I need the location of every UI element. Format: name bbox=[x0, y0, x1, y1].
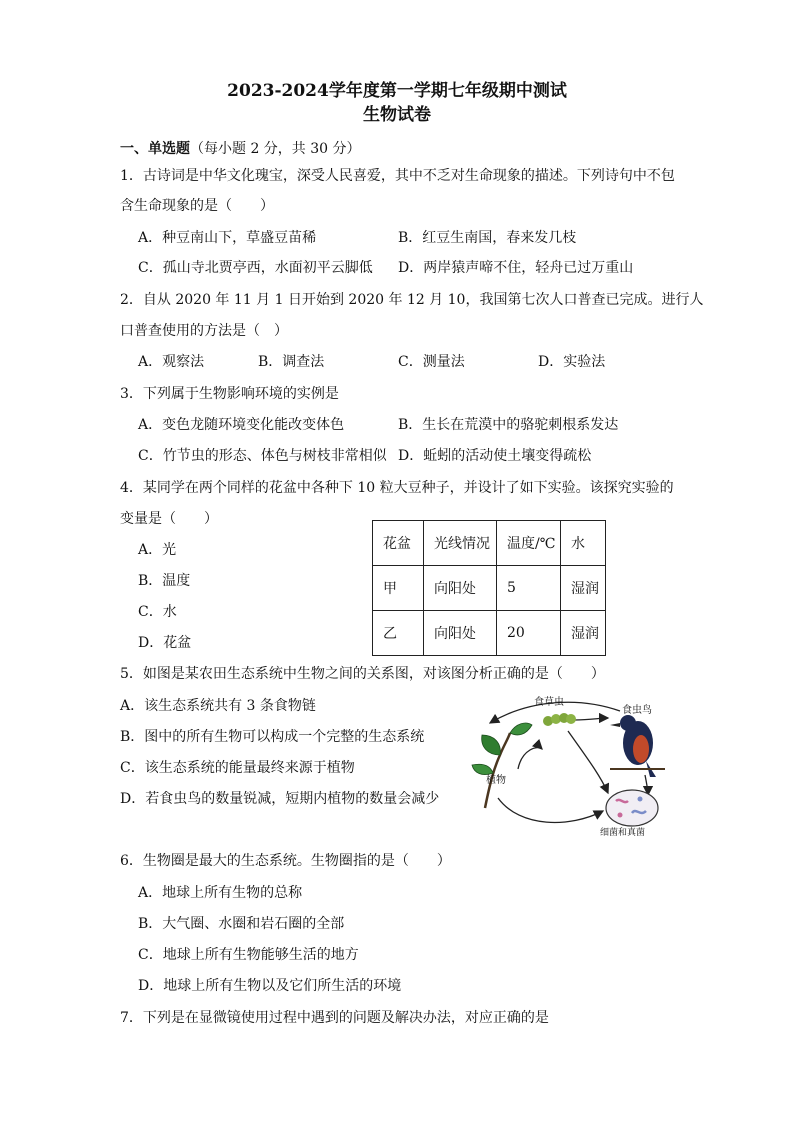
table-cell: 20 bbox=[497, 611, 561, 656]
table-header-cell: 花盆 bbox=[373, 521, 424, 566]
label-plant: 植物 bbox=[486, 775, 506, 786]
q6-option-c: C．地球上所有生物能够生活的地方 bbox=[138, 947, 359, 963]
q3-option-d: D．蚯蚓的活动使土壤变得疏松 bbox=[398, 448, 592, 464]
table-cell: 向阳处 bbox=[424, 611, 497, 656]
section-note: （每小题 2 分，共 30 分） bbox=[190, 141, 361, 157]
label-insect: 食草虫 bbox=[534, 697, 564, 708]
food-web-diagram bbox=[460, 693, 690, 838]
q4-option-a: A．光 bbox=[138, 542, 177, 558]
table-cell: 向阳处 bbox=[424, 566, 497, 611]
q2-option-c: C．测量法 bbox=[398, 354, 465, 370]
section-heading bbox=[120, 139, 361, 159]
arrow-plant-to-decomposer bbox=[498, 798, 603, 822]
q5-stem-line1: 5．如图是某农田生态系统中生物之间的关系图，对该图分析正确的是（ ） bbox=[120, 666, 605, 682]
experiment-table bbox=[372, 520, 606, 656]
q1-option-d: D．两岸猿声啼不住，轻舟已过万重山 bbox=[398, 260, 634, 276]
q4-stem-line1: 4．某同学在两个同样的花盆中各种下 10 粒大豆种子，并设计了如下实验。该探究实验的 bbox=[120, 480, 674, 496]
table-cell: 湿润 bbox=[561, 611, 606, 656]
caterpillar-illustration bbox=[543, 713, 576, 726]
q6-option-a: A．地球上所有生物的总称 bbox=[138, 885, 303, 901]
q7-stem-line1: 7．下列是在显微镜使用过程中遇到的问题及解决办法，对应正确的是 bbox=[120, 1010, 549, 1026]
table-cell: 湿润 bbox=[561, 566, 606, 611]
q2-option-b: B．调查法 bbox=[258, 354, 325, 370]
table-cell: 5 bbox=[497, 566, 561, 611]
q1-option-c: C．孤山寺北贾亭西，水面初平云脚低 bbox=[138, 260, 373, 276]
table-header-cell: 温度/℃ bbox=[497, 521, 561, 566]
label-bird: 食虫鸟 bbox=[622, 705, 652, 716]
table-row bbox=[373, 611, 606, 656]
arrow-insect-to-bird bbox=[575, 718, 608, 720]
label-decomposer: 细菌和真菌 bbox=[600, 828, 646, 838]
bird-illustration bbox=[610, 715, 665, 777]
q3-option-c: C．竹节虫的形态、体色与树枝非常相似 bbox=[138, 448, 387, 464]
plant-illustration bbox=[472, 723, 532, 808]
q1-option-b: B．红豆生南国，春来发几枝 bbox=[398, 230, 577, 246]
q2-option-a: A．观察法 bbox=[138, 354, 205, 370]
q2-stem-line1: 2．自从 2020 年 11 月 1 日开始到 2020 年 12 月 10，我国第七次人口普查已完成。进行人 bbox=[120, 292, 704, 308]
q3-option-b: B．生长在荒漠中的骆驼刺根系发达 bbox=[398, 417, 619, 433]
table-header-row bbox=[373, 521, 606, 566]
q3-stem-line1: 3．下列属于生物影响环境的实例是 bbox=[120, 386, 339, 402]
exam-subtitle: 生物试卷 bbox=[363, 105, 431, 125]
q1-option-a: A．种豆南山下，草盛豆苗稀 bbox=[138, 230, 317, 246]
q1-stem-line1: 1．古诗词是中华文化瑰宝，深受人民喜爱，其中不乏对生命现象的描述。下列诗句中不包 bbox=[120, 168, 675, 184]
q3-option-a: A．变色龙随环境变化能改变体色 bbox=[138, 417, 345, 433]
q4-stem-line2: 变量是（ ） bbox=[120, 511, 218, 527]
table-header-cell: 水 bbox=[561, 521, 606, 566]
arrow-insect-to-decomposer bbox=[568, 731, 608, 793]
arrow-plant-to-insect bbox=[518, 748, 542, 769]
q5-option-d: D．若食虫鸟的数量锐减，短期内植物的数量会减少 bbox=[120, 791, 440, 807]
section-title: 一、单选题 bbox=[120, 141, 190, 157]
q4-option-d: D．花盆 bbox=[138, 635, 192, 651]
q5-option-a: A．该生态系统共有 3 条食物链 bbox=[120, 698, 316, 714]
table-header-cell: 光线情况 bbox=[424, 521, 497, 566]
table-row bbox=[373, 566, 606, 611]
q5-option-c: C．该生态系统的能量最终来源于植物 bbox=[120, 760, 355, 776]
table-cell: 乙 bbox=[373, 611, 424, 656]
table-cell: 甲 bbox=[373, 566, 424, 611]
q6-option-b: B．大气圈、水圈和岩石圈的全部 bbox=[138, 916, 345, 932]
q5-option-b: B．图中的所有生物可以构成一个完整的生态系统 bbox=[120, 729, 425, 745]
q2-option-d: D．实验法 bbox=[538, 354, 606, 370]
q1-stem-line2: 含生命现象的是（ ） bbox=[120, 198, 274, 214]
q4-option-b: B．温度 bbox=[138, 573, 191, 589]
decomposer-illustration bbox=[606, 790, 658, 826]
q6-option-d: D．地球上所有生物以及它们所生活的环境 bbox=[138, 978, 402, 994]
q6-stem-line1: 6．生物圈是最大的生态系统。生物圈指的是（ ） bbox=[120, 853, 451, 869]
q2-stem-line2: 口普查使用的方法是（ ） bbox=[120, 323, 288, 339]
q4-option-c: C．水 bbox=[138, 604, 177, 620]
exam-title: 2023-2024学年度第一学期七年级期中测试 bbox=[227, 81, 567, 101]
